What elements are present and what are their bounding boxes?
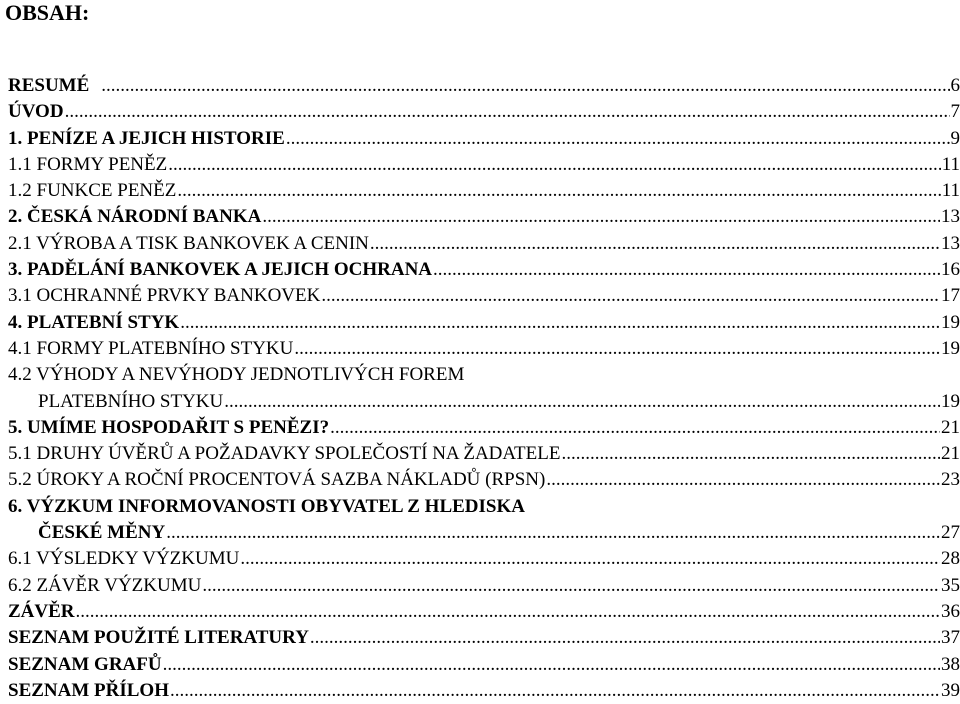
toc-entry-page-number: 9 [950,127,960,149]
toc-entry-page-number: 21 [941,416,960,438]
toc-entry-line [8,73,960,99]
toc-entry-line [8,204,960,230]
toc-entry-page-number: 11 [941,180,960,202]
toc-entry[interactable] [8,152,960,178]
toc-entry-label: RESUMÉ [8,75,90,96]
toc-entry-line [38,520,960,546]
toc-entry[interactable] [8,389,960,415]
toc-entry-leader-dots [240,546,940,572]
toc-entry-label: 4. PLATEBNÍ STYK [8,311,180,333]
toc-entry-line [8,467,960,493]
toc-entry-label: 4.2 VÝHODY A NEVÝHODY JEDNOTLIVÝCH FOREM [8,364,465,386]
toc-entry-leader-dots [561,441,940,467]
toc-entry-leader-dots [168,152,940,178]
toc-entry-line [8,599,960,625]
toc-entry-leader-dots [286,126,950,152]
toc-entry[interactable] [8,415,960,441]
toc-entry-page-number: 17 [941,285,960,307]
toc-entry[interactable] [8,99,960,125]
toc-entry-leader-dots [330,415,940,441]
toc-entry[interactable] [8,599,960,625]
toc-entry-leader-dots [310,625,940,651]
toc-entry[interactable] [8,126,960,152]
toc-entry-line [8,441,960,467]
toc-entry[interactable] [8,310,960,336]
toc-entry-line [38,389,960,415]
toc-entry-leader-dots [546,467,940,493]
toc-entry[interactable] [8,178,960,204]
toc-entry-page-number: 19 [941,337,960,359]
toc-entry-page-number: 19 [941,390,960,412]
toc-entry[interactable] [8,336,960,362]
toc-entry[interactable] [8,467,960,493]
toc-entry-leader-dots [166,520,940,546]
toc-entry-line [8,362,960,388]
toc-entry-leader-dots [433,257,940,283]
toc-entry-label: 3.1 OCHRANNÉ PRVKY BANKOVEK [8,285,321,307]
toc-entry-leader-dots [163,652,940,678]
toc-entry[interactable] [8,652,960,678]
toc-entry-leader-dots [262,204,940,230]
toc-entry-label: 6. VÝZKUM INFORMOVANOSTI OBYVATEL Z HLEDISKA [8,495,525,517]
toc-entry-line [8,99,960,125]
toc-entry-leader-dots [101,73,949,99]
toc-entry-label: 6.1 VÝSLEDKY VÝZKUMU [8,548,240,570]
toc-entry-page-number: 13 [941,206,960,228]
toc-entry-line [8,494,960,520]
toc-heading: OBSAH: [5,0,90,25]
toc-entry-leader-dots [224,389,940,415]
toc-entry-label: 3. PADĚLÁNÍ BANKOVEK A JEJICH OCHRANA [8,259,433,281]
toc-entry-leader-dots [76,599,940,625]
toc-entry-page-number: 37 [941,627,960,649]
toc-entry-leader-dots [202,573,940,599]
toc-entry[interactable] [8,362,960,388]
toc-entry-line [8,678,960,704]
toc-entry-line [8,126,960,152]
toc-entry-label: SEZNAM PŘÍLOH [8,679,169,701]
toc-entry-page-number: 35 [941,574,960,596]
toc-entry-leader-dots [177,178,940,204]
toc-entry-label: ÚVOD [8,101,64,123]
toc-entry-label: SEZNAM POUŽITÉ LITERATURY [8,627,309,649]
toc-entry-line [8,152,960,178]
toc-entry[interactable] [8,283,960,309]
toc-entry-page-number: 38 [941,653,960,675]
toc-entry-label: 1.2 FUNKCE PENĚZ [8,180,177,202]
toc-entry-leader-dots [170,678,940,704]
toc-entry-leader-dots [321,283,940,309]
toc-entry-line [8,573,960,599]
toc-entry-page-number: 19 [941,311,960,333]
toc-entry-line [8,310,960,336]
toc-entry[interactable] [8,231,960,257]
toc-entry-leader-dots [180,310,940,336]
toc-entry-label: 1.1 FORMY PENĚZ [8,153,168,175]
toc-entry-page-number: 16 [941,259,960,281]
toc-entry-line [8,283,960,309]
toc-entry-leader-dots [370,231,940,257]
toc-entry[interactable] [8,520,960,546]
table-of-contents [8,73,960,704]
toc-entry-label: 5.2 ÚROKY A ROČNÍ PROCENTOVÁ SAZBA NÁKLADŮ (RPSN) [8,469,546,491]
toc-entry[interactable] [8,494,960,520]
toc-entry-page-number: 39 [941,679,960,701]
toc-entry-page-number: 7 [950,101,960,123]
toc-entry-label: 2.1 VÝROBA A TISK BANKOVEK A CENIN [8,232,369,254]
toc-entry-page-number: 23 [941,469,960,491]
toc-entry-line [8,625,960,651]
toc-entry-label: ČESKÉ MĚNY [38,522,166,544]
toc-entry-label: 5. UMÍME HOSPODAŘIT S PENĚZI? [8,416,330,438]
toc-entry-leader-dots [294,336,940,362]
toc-entry[interactable] [8,625,960,651]
toc-entry-line [8,178,960,204]
toc-entry-page-number: 27 [941,522,960,544]
toc-entry-line [8,546,960,572]
toc-entry-label: 2. ČESKÁ NÁRODNÍ BANKA [8,206,262,228]
toc-entry-leader-dots [65,99,950,125]
toc-entry-page-number: 6 [950,75,960,96]
toc-entry-label: 6.2 ZÁVĚR VÝZKUMU [8,574,202,596]
toc-entry-label: 1. PENÍZE A JEJICH HISTORIE [8,127,285,149]
toc-entry-label: ZÁVĚR [8,600,75,622]
toc-entry-page-number: 11 [941,153,960,175]
toc-entry-label: SEZNAM GRAFŮ [8,653,162,675]
toc-entry-line [8,231,960,257]
toc-entry-line [8,652,960,678]
toc-entry[interactable] [8,546,960,572]
toc-entry[interactable] [8,204,960,230]
toc-entry-label: PLATEBNÍHO STYKU [38,390,224,412]
toc-entry[interactable] [8,441,960,467]
toc-entry[interactable] [8,573,960,599]
toc-entry[interactable] [8,678,960,704]
toc-entry-label: 4.1 FORMY PLATEBNÍHO STYKU [8,337,294,359]
toc-entry-page-number: 21 [941,443,960,465]
toc-entry-page-number: 28 [941,548,960,570]
toc-entry-label: 5.1 DRUHY ÚVĚRŮ A POŽADAVKY SPOLEČOSTÍ NA ŽADATELE [8,443,561,465]
toc-entry-page-number: 36 [941,600,960,622]
toc-entry-page-number: 13 [941,232,960,254]
toc-entry[interactable] [8,73,960,99]
toc-entry-line [8,257,960,283]
toc-entry-line [8,415,960,441]
toc-entry-line [8,336,960,362]
toc-entry[interactable] [8,257,960,283]
